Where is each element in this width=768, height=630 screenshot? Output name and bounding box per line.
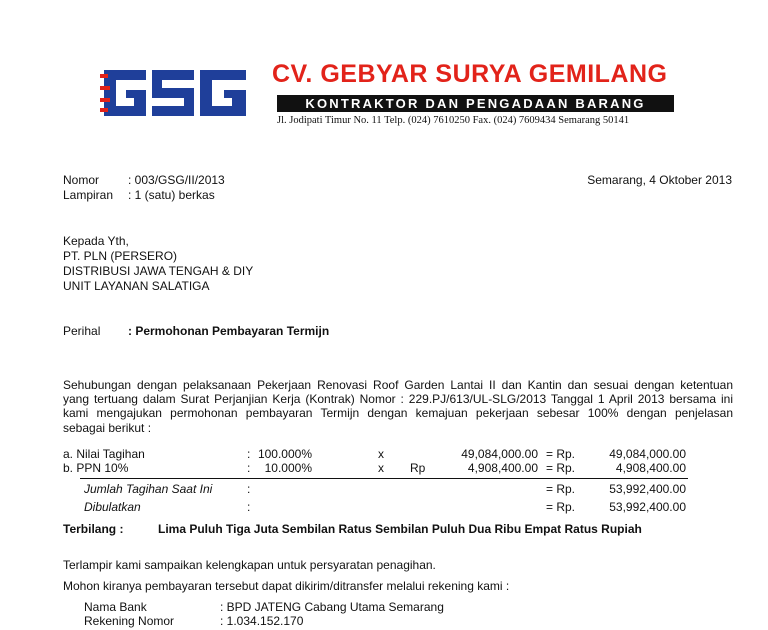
calc-b-label: b. PPN 10% (63, 461, 129, 475)
lampiran-label: Lampiran (63, 188, 114, 202)
subject-value: : Permohonan Pembayaran Termijn (128, 324, 330, 338)
terbilang-value: Lima Puluh Tiga Juta Sembilan Ratus Sembilan Puluh Dua Ribu Empat Ratus Rupiah (158, 522, 642, 536)
calc-a-colon: : (247, 447, 251, 461)
calc-sum-eq: = Rp. (546, 482, 576, 496)
company-name: CV. GEBYAR SURYA GEMILANG (272, 60, 668, 88)
calc-b-x: x (378, 461, 384, 475)
body-line-3: kami mengajukan permohonan pembayaran Termijn dengan kemajuan pekerjaan sebesar 100% dengan penjelasan (63, 406, 733, 420)
calc-round-label: Dibulatkan (84, 500, 141, 514)
calc-b-total: 4,908,400.00 (615, 461, 686, 475)
calc-a-pct: 100.000% (257, 447, 312, 461)
recipient-unit: UNIT LAYANAN SALATIGA (63, 279, 210, 293)
bank-name-value: : BPD JATENG Cabang Utama Semarang (220, 600, 444, 614)
closing-line-2: Mohon kiranya pembayaran tersebut dapat dikirim/ditransfer melalui rekening kami : (63, 579, 510, 593)
body-line-2: yang tertuang dalam Surat Perjanjian Kerja (Kontrak) Nomor : 229.PJ/613/UL-SLG/2013 Tanggal 1 April 2013 bersama ini (63, 392, 733, 406)
recipient-greeting: Kepada Yth, (63, 234, 129, 248)
gsg-logo-icon (100, 62, 250, 124)
calc-sum-label: Jumlah Tagihan Saat Ini (84, 482, 213, 496)
company-logo (100, 62, 250, 124)
company-address: Jl. Jodipati Timur No. 11 Telp. (024) 7610250 Fax. (024) 7609434 Semarang 50141 (277, 115, 630, 126)
calc-b-rp: Rp (410, 461, 426, 475)
calc-b-pct: 10.000% (264, 461, 312, 475)
closing-line-1: Terlampir kami sampaikan kelengkapan untuk persyaratan penagihan. (63, 558, 436, 572)
nomor-label: Nomor (63, 173, 100, 187)
calc-sum-total: 53,992,400.00 (609, 482, 686, 496)
calc-a-label: a. Nilai Tagihan (63, 447, 145, 461)
bank-account-value: : 1.034.152.170 (220, 614, 304, 628)
nomor-value: : 003/GSG/II/2013 (128, 173, 225, 187)
bank-account-label: Rekening Nomor (84, 614, 175, 628)
recipient-company: PT. PLN (PERSERO) (63, 249, 178, 263)
calc-a-base: 49,084,000.00 (461, 447, 538, 461)
calc-round-colon: : (247, 500, 251, 514)
calc-round-eq: = Rp. (546, 500, 576, 514)
body-line-4: sebagai berikut : (63, 421, 152, 435)
calc-b-colon: : (247, 461, 251, 475)
recipient-division: DISTRIBUSI JAWA TENGAH & DIY (63, 264, 254, 278)
lampiran-value: : 1 (satu) berkas (128, 188, 215, 202)
sum-divider (80, 478, 688, 479)
terbilang-label: Terbilang : (63, 522, 124, 536)
calc-a-total: 49,084,000.00 (609, 447, 686, 461)
company-tagline: KONTRAKTOR DAN PENGADAAN BARANG (277, 95, 674, 112)
body-line-1: Sehubungan dengan pelaksanaan Pekerjaan Renovasi Roof Garden Lantai II dan Kantin dan sesuai dengan ketentuan (63, 378, 733, 392)
letter-date: Semarang, 4 Oktober 2013 (587, 173, 732, 187)
calc-round-total: 53,992,400.00 (609, 500, 686, 514)
calc-b-eq: = Rp. (546, 461, 576, 475)
calc-a-eq: = Rp. (546, 447, 576, 461)
calc-a-x: x (378, 447, 384, 461)
bank-name-label: Nama Bank (84, 600, 147, 614)
subject-label: Perihal (63, 324, 101, 338)
calc-b-base: 4,908,400.00 (467, 461, 538, 475)
calc-sum-colon: : (247, 482, 251, 496)
